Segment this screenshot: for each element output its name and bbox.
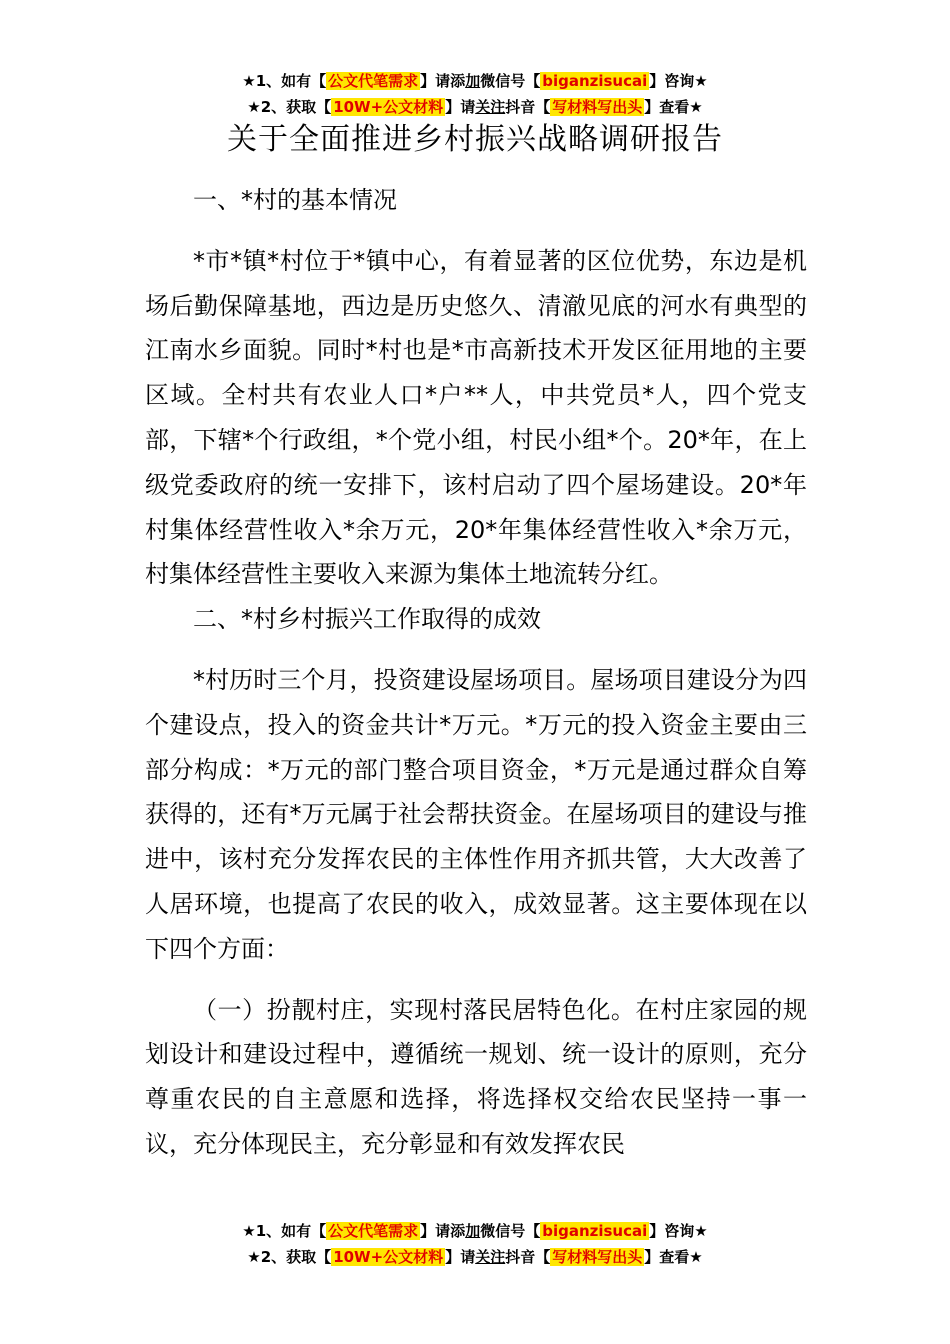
section-heading-2: 二、*村乡村振兴工作取得的成效 xyxy=(193,605,541,634)
promo-highlight: biganzisucai xyxy=(542,72,648,90)
promo-text: 】咨询★ xyxy=(649,1222,708,1240)
section-heading-1: 一、*村的基本情况 xyxy=(193,186,397,214)
promo-text: 】咨询★ xyxy=(649,72,708,90)
promo-text: ★1、如有【 xyxy=(242,1222,327,1240)
promo-text: 微信号【 xyxy=(480,1222,541,1240)
paragraph-1: *市*镇*村位于*镇中心，有着显著的区位优势，东边是机场后勤保障基地，西边是历史悠久、清澈见底的河水有典型的江南水乡面貌。同时*村也是*市高新技术开发区征用地的主要区域。全村共有农业人口*户**人，中共党员*人，四个党支部，下辖*个行政组，*个党小组，村民小组*个。20*年，在上级党委政府的统一安排下，该村启动了四个屋场建设。20*年村集体经营性收入*余万元，20*年集体经营性收入*余万元，村集体经营性主要收入来源为集体土地流转分红。 xyxy=(145,246,807,589)
promo-line-1 xyxy=(0,68,950,94)
promo-text: ★2、获取【 xyxy=(247,98,332,116)
promo-text: 】请添 xyxy=(420,1222,466,1240)
promo-banner-bottom xyxy=(0,1218,950,1270)
promo-highlight: 10W+公文材料 xyxy=(333,1248,444,1266)
promo-line-2 xyxy=(0,94,950,120)
promo-underline: 加 xyxy=(465,72,481,90)
promo-text: ★2、获取【 xyxy=(247,1248,332,1266)
paragraph-3: （一）扮靓村庄，实现村落民居特色化。在村庄家园的规划设计和建设过程中，遵循统一规划、统一设计的原则，充分尊重农民的自主意愿和选择，将选择权交给农民坚持一事一议，充分体现民主，充分彰显和有效发挥农民 xyxy=(145,995,807,1158)
promo-highlight: 写材料写出头 xyxy=(552,1248,643,1266)
promo-text: 】请 xyxy=(445,1248,476,1266)
promo-highlight: 公文代笔需求 xyxy=(328,72,419,90)
promo-text: 】请添 xyxy=(420,72,466,90)
promo-text: 抖音【 xyxy=(505,98,551,116)
promo-highlight: 10W+公文材料 xyxy=(333,98,444,116)
promo-line-1 xyxy=(0,1218,950,1244)
promo-underline: 加 xyxy=(465,1222,481,1240)
promo-line-2 xyxy=(0,1244,950,1270)
promo-underline: 关注 xyxy=(475,98,506,116)
promo-highlight: biganzisucai xyxy=(542,1222,648,1240)
promo-underline: 关注 xyxy=(475,1248,506,1266)
promo-text: ★1、如有【 xyxy=(242,72,327,90)
document-title: 关于全面推进乡村振兴战略调研报告 xyxy=(227,122,723,157)
paragraph-2: *村历时三个月，投资建设屋场项目。屋场项目建设分为四个建设点，投入的资金共计*万元。*万元的投入资金主要由三部分构成：*万元的部门整合项目资金，*万元是通过群众自筹获得的，还有*万元属于社会帮扶资金。在屋场项目的建设与推进中，该村充分发挥农民的主体性作用齐抓共管，大大改善了人居环境，也提高了农民的收入，成效显著。这主要体现在以下四个方面： xyxy=(145,665,807,963)
promo-text: 】查看★ xyxy=(644,98,703,116)
promo-text: 微信号【 xyxy=(480,72,541,90)
document-body xyxy=(145,178,807,1167)
promo-banner-top xyxy=(0,68,950,120)
promo-highlight: 公文代笔需求 xyxy=(328,1222,419,1240)
promo-text: 】请 xyxy=(445,98,476,116)
promo-text: 】查看★ xyxy=(644,1248,703,1266)
promo-text: 抖音【 xyxy=(505,1248,551,1266)
promo-highlight: 写材料写出头 xyxy=(552,98,643,116)
